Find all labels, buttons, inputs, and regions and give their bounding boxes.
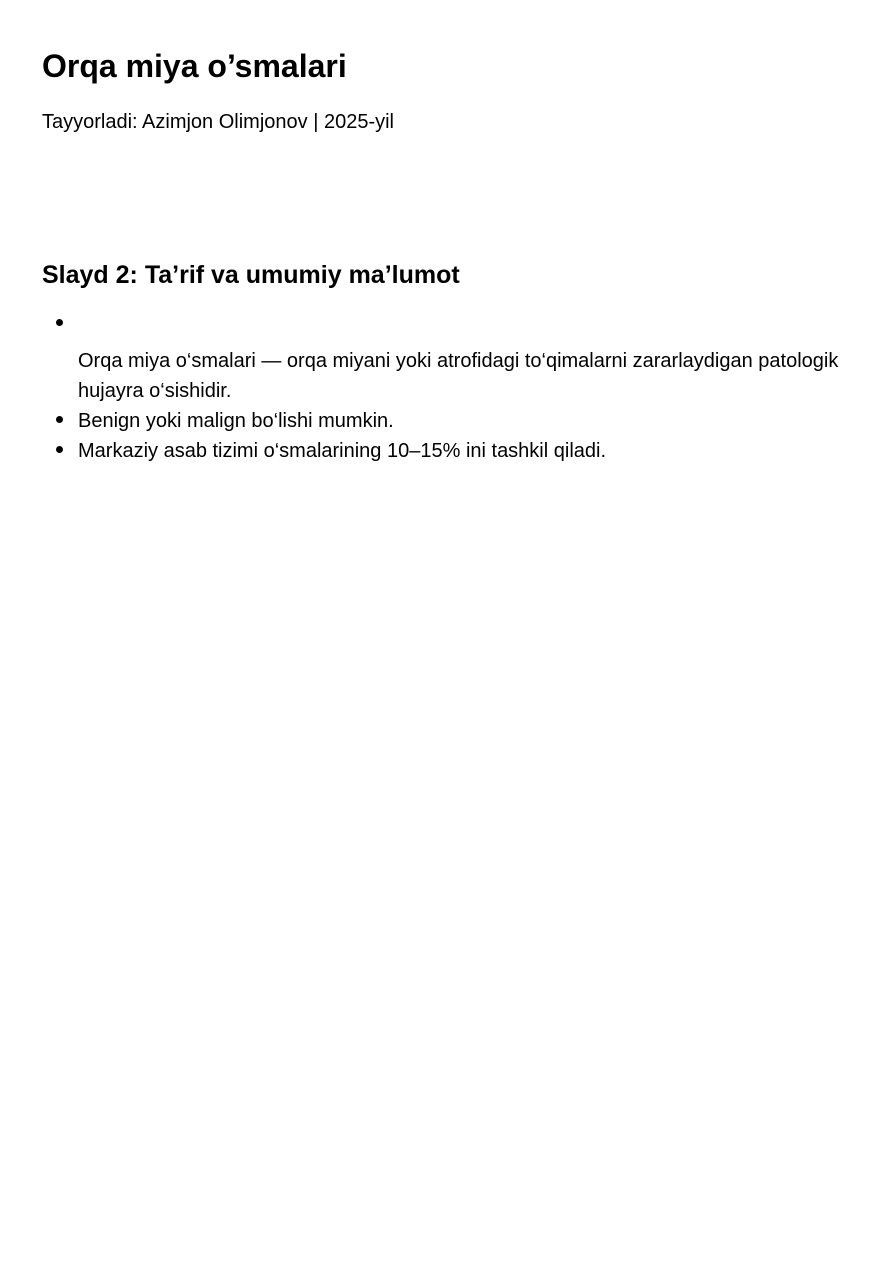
document-subtitle: Tayyorladi: Azimjon Olimjonov | 2025-yil (42, 111, 395, 133)
slide-2-bullet-list (42, 310, 842, 466)
list-item-text: Orqa miya o‘smalari — orqa miyani yoki atrofidagi to‘qimalarni zararlaydigan patologik hujayra o‘sishidir. (78, 350, 839, 402)
bullet-icon (56, 446, 63, 453)
list-item (42, 406, 842, 436)
list-item-text: Markaziy asab tizimi o‘smalarining 10–15% ini tashkil qiladi. (78, 440, 607, 462)
list-item-text: Benign yoki malign bo‘lishi mumkin. (78, 410, 394, 432)
bullet-icon (56, 416, 63, 423)
list-item (42, 310, 842, 406)
slide-2-heading: Slayd 2: Ta’rif va umumiy ma’lumot (42, 261, 460, 289)
list-item (42, 436, 842, 466)
document-title: Orqa miya o’smalari (42, 48, 347, 84)
bullet-icon (56, 319, 63, 326)
